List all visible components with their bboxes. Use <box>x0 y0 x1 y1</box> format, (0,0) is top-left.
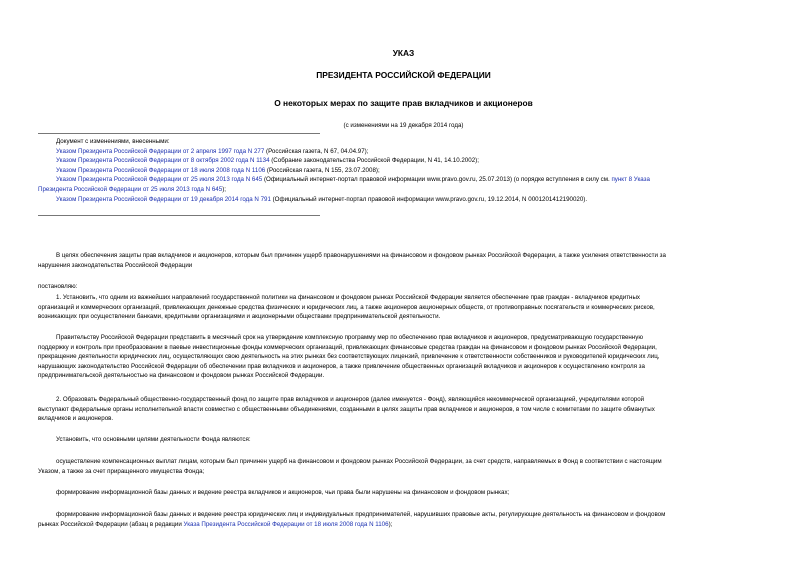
amendment-link[interactable]: Указа Президента Российской Федерации от 18 июля 2008 года N 1106 <box>183 520 389 528</box>
text-line: Правительству Российской Федерации представить в месячный срок на утверждение комплексную программу мер по обеспечению прав вкладчиков и акционеров, предусматривающую государственную <box>56 334 643 341</box>
history-item-continuation <box>38 185 770 195</box>
text-line: поддержку и контроль при преобразовании в паевые инвестиционные фонды коммерческих организаций, привлекающих финансовые средства граждан на финансовом и фондовом рынках Российской Федерации, <box>38 343 657 351</box>
history-item-text: (Официальный интернет-портал правовой информации www.pravo.gov.ru, 25.07.2013) (о порядке вступления в силу см. <box>262 176 612 184</box>
text-line: формирование информационной базы данных и ведение реестра вкладчиков и акционеров, чьи права были нарушены на финансовом и фондовом рынках; <box>56 489 510 496</box>
history-item-text: (Собрание законодательства Российской Федерации, N 41, 14.10.2002); <box>269 157 479 165</box>
amendment-link[interactable]: Указом Президента Российской Федерации от 8 октября 2002 года N 1134 <box>56 157 270 165</box>
text-line: осуществление компенсационных выплат лицам, которым был причинен ущерб на финансовом и фондовом рынках Российской Федерации, за счет средств, направляемых в Фонд в соответствии с настоящим <box>56 458 662 465</box>
clause-1-paragraph <box>38 293 770 322</box>
text-line: прекращение деятельности юридических лиц, осуществляющих свою деятельность на этих рынках без соответствующих лицензий, привлечение к ответственности собственников и руководителей юридических лиц, <box>38 353 660 361</box>
goal-violators-registry-paragraph <box>38 510 770 529</box>
history-item <box>38 175 770 185</box>
document-title: О некоторых мерах по защите прав вкладчиков и акционеров <box>274 98 533 108</box>
text-line: 1. Установить, что одним из важнейших направлений государственной политики на финансовом и фондовом рынках Российской Федерации является обеспечение прав граждан - вкладчиков кредитных <box>56 294 640 301</box>
history-item <box>38 156 770 166</box>
text-line: нарушения законодательства Российской Федерации <box>38 261 193 269</box>
revision-note: (с изменениями на 19 декабря 2014 года) <box>343 122 464 129</box>
text-line: нарушающих законодательство Российской Федерации об обеспечении прав вкладчиков и акционеров, а также привлечение общественных организаций вкладчиков и акционеров к осуществлению контроля за <box>38 362 645 370</box>
clause-2-paragraph <box>38 395 770 424</box>
history-item-text: (Российская газета, N 155, 23.07.2008); <box>265 166 380 174</box>
text-line: организаций и коммерческих организаций, привлекающих денежные средства физических и юридических лиц, а также акционеров акционерных обществ, от противоправных посягательств и коммерческих рисков, <box>38 303 655 311</box>
decree-word <box>38 282 770 292</box>
preamble-paragraph <box>38 251 770 270</box>
issuer-heading: ПРЕЗИДЕНТА РОССИЙСКОЙ ФЕДЕРАЦИИ <box>316 70 491 80</box>
clause-link[interactable]: пункт 8 Указа <box>611 176 650 184</box>
text-line: формирование информационной базы данных и ведение реестра юридических лиц и индивидуальных предпринимателей, нарушивших правовые акты, регулирующие деятельность на финансовом и фондовом <box>56 511 666 518</box>
fund-goals-intro <box>38 435 770 445</box>
text-line: Установить, что основными целями деятельности Фонда являются: <box>56 436 251 443</box>
history-item-text: (Российская газета, N 67, 04.04.97); <box>264 147 369 155</box>
divider-top <box>38 133 320 134</box>
divider-bottom <box>38 215 320 216</box>
amendment-link[interactable]: Указом Президента Российской Федерации от 2 апреля 1997 года N 277 <box>56 147 265 155</box>
text-line <box>38 520 770 530</box>
text-fragment: ); <box>388 520 393 528</box>
text-line: постановляю: <box>38 283 78 290</box>
goal-registry-paragraph <box>38 488 770 498</box>
history-item <box>38 166 770 176</box>
history-item-text: (Официальный интернет-портал правовой информации www.pravo.gov.ru, 19.12.2014, N 0001201412190020). <box>270 195 588 203</box>
text-fragment: рынках Российской Федерации (абзац в редакции <box>38 520 184 528</box>
text-line: В целях обеспечения защиты прав вкладчиков и акционеров, которым был причинен ущерб правонарушениями на финансовом и фондовом рынках Российской Федерации, а также усиления ответственности за <box>56 252 666 259</box>
doc-type-heading: УКАЗ <box>392 48 415 58</box>
goal-compensation-paragraph <box>38 457 770 476</box>
history-item-text: ); <box>222 185 226 193</box>
clause-link-continuation[interactable]: Президента Российской Федерации от 25 июля 2013 года N 645 <box>38 185 223 193</box>
text-line: возникающих при осуществлении банками, кредитными организациями и акционерными обществами предпринимательской деятельности. <box>38 313 441 321</box>
history-item <box>38 195 770 205</box>
amendment-link[interactable]: Указом Президента Российской Федерации от 18 июля 2008 года N 1106 <box>56 166 266 174</box>
government-instruction-paragraph <box>38 333 770 381</box>
text-line: 2. Образовать Федеральный общественно-государственный фонд по защите прав вкладчиков и акционеров (далее именуется - Фонд), являющийся некоммерческой организацией, учредителями которой <box>56 396 645 403</box>
text-line: Указом, а также за счет приращенного имущества Фонда; <box>38 467 205 475</box>
amendment-link[interactable]: Указом Президента Российской Федерации от 25 июля 2013 года N 645 <box>56 176 263 184</box>
text-line: выступают федеральные органы исполнительной власти совместно с общественными объединениями, созданными в целях защиты прав вкладчиков и акционеров, в том числе с комитетами по защите обманутых <box>38 405 655 413</box>
amendment-link[interactable]: Указом Президента Российской Федерации от 19 декабря 2014 года N 791 <box>56 195 271 203</box>
text-line: вкладчиков и акционеров. <box>38 415 114 423</box>
history-intro: Документ с изменениями, внесенными: <box>56 138 170 145</box>
amendment-history <box>38 137 770 204</box>
history-item <box>38 147 770 157</box>
text-line: предпринимательской деятельностью на финансовом и фондовом рынках Российской Федерации. <box>38 372 325 380</box>
